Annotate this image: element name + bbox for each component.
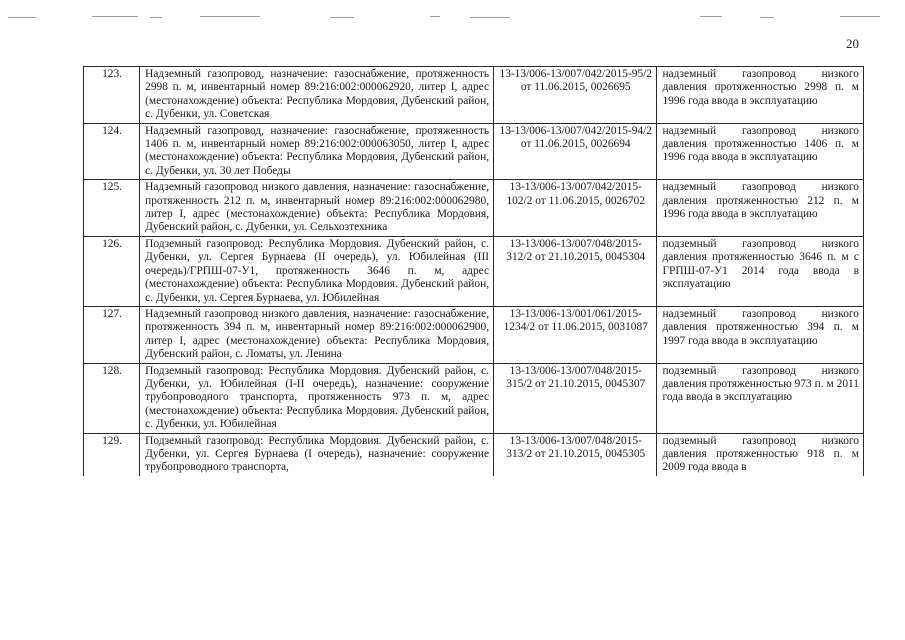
scan-artifact-strip xyxy=(0,14,905,22)
object-description: Подземный газопровод: Республика Мордовия. Дубенский район, с. Дубенки, ул. Юбилейная (I-II очередь), назначение: сооружение трубопроводного транспорта, протяженность 973 п. м, адрес (местонахождение) объекта: Республика Мордовия. Дубенский район, с. Дубенки, ул. Юбилейная xyxy=(140,363,494,433)
object-characteristics: подземный газопровод низкого давления протяженностью 918 п. м 2009 года ввода в xyxy=(657,433,864,476)
table-row xyxy=(84,236,864,306)
table-row xyxy=(84,180,864,237)
object-characteristics: надземный газопровод низкого давления протяженностью 212 п. м 1996 года ввода в эксплуатацию xyxy=(657,180,864,237)
registration-record: 13-13/006-13/007/042/2015-102/2 от 11.06.2015, 0026702 xyxy=(494,180,657,237)
object-characteristics: надземный газопровод низкого давления протяженностью 1406 п. м 1996 года ввода в эксплуатацию xyxy=(657,123,864,180)
registration-record: 13-13/006-13/007/048/2015-312/2 от 21.10.2015, 0045304 xyxy=(494,236,657,306)
object-characteristics: надземный газопровод низкого давления протяженностью 2998 п. м 1996 года ввода в эксплуатацию xyxy=(657,67,864,124)
row-number: 128. xyxy=(84,363,140,433)
object-description: Подземный газопровод: Республика Мордовия. Дубенский район, с. Дубенки, ул. Сергея Бурнаева (I очередь), назначение: сооружение трубопроводного транспорта, xyxy=(140,433,494,476)
object-description: Надземный газопровод низкого давления, назначение: газоснабжение, протяженность 212 п. м, инвентарный номер 89:216:002:000062980, литер I, адрес (местонахождение) объекта: Республика Мордовия, Дубенский район, с. Дубенки, ул. Сельхозтехника xyxy=(140,180,494,237)
table-row xyxy=(84,123,864,180)
object-description: Надземный газопровод, назначение: газоснабжение, протяженность 2998 п. м, инвентарный номер 89:216:002:000062920, литер I, адрес (местонахождение) объекта: Республика Мордовия, Дубенский район, с. Дубенки, ул. Советская xyxy=(140,67,494,124)
object-description: Надземный газопровод, назначение: газоснабжение, протяженность 1406 п. м, инвентарный номер 89:216:002:000063050, литер I, адрес (местонахождение) объекта: Республика Мордовия, Дубенский район, с. Дубенки, ул. 30 лет Победы xyxy=(140,123,494,180)
table-row xyxy=(84,306,864,363)
registration-record: 13-13/006-13/007/042/2015-94/2 от 11.06.2015, 0026694 xyxy=(494,123,657,180)
page-number: 20 xyxy=(846,36,859,51)
registration-record: 13-13/006-13/001/061/2015-1234/2 от 11.06.2015, 0031087 xyxy=(494,306,657,363)
row-number: 127. xyxy=(84,306,140,363)
row-number: 123. xyxy=(84,67,140,124)
object-description: Надземный газопровод низкого давления, назначение: газоснабжение, протяженность 394 п. м, инвентарный номер 89:216:002:000062900, литер I, адрес (местонахождение) объекта: Республика Мордовия, Дубенский район, с. Ломаты, ул. Ленина xyxy=(140,306,494,363)
registration-record: 13-13/006-13/007/048/2015-313/2 от 21.10.2015, 0045305 xyxy=(494,433,657,476)
row-number: 125. xyxy=(84,180,140,237)
registration-record: 13-13/006-13/007/042/2015-95/2 от 11.06.2015, 0026695 xyxy=(494,67,657,124)
table-row xyxy=(84,433,864,476)
object-characteristics: надземный газопровод низкого давления протяженностью 394 п. м 1997 года ввода в эксплуатацию xyxy=(657,306,864,363)
table-row xyxy=(84,67,864,124)
table-row xyxy=(84,363,864,433)
property-registry-table xyxy=(83,66,864,476)
row-number: 129. xyxy=(84,433,140,476)
row-number: 124. xyxy=(84,123,140,180)
object-characteristics: подземный газопровод низкого давления протяженностью 973 п. м 2011 года ввода в эксплуатацию xyxy=(657,363,864,433)
registration-record: 13-13/006-13/007/048/2015-315/2 от 21.10.2015, 0045307 xyxy=(494,363,657,433)
row-number: 126. xyxy=(84,236,140,306)
object-description: Подземный газопровод: Республика Мордовия. Дубенский район, с. Дубенки, ул. Сергея Бурнаева (II очередь), ул. Юбилейная (III очередь)/ГРПШ-07-У1, протяженность 3646 п. м, адрес (местонахождение) объекта: Республика Мордовия. Дубенский район, с. Дубенки, ул. Сергея Бурнаева, ул. Юбилейная xyxy=(140,236,494,306)
object-characteristics: подземный газопровод низкого давления протяженностью 3646 п. м с ГРПШ-07-У1 2014 года ввода в эксплуатацию xyxy=(657,236,864,306)
